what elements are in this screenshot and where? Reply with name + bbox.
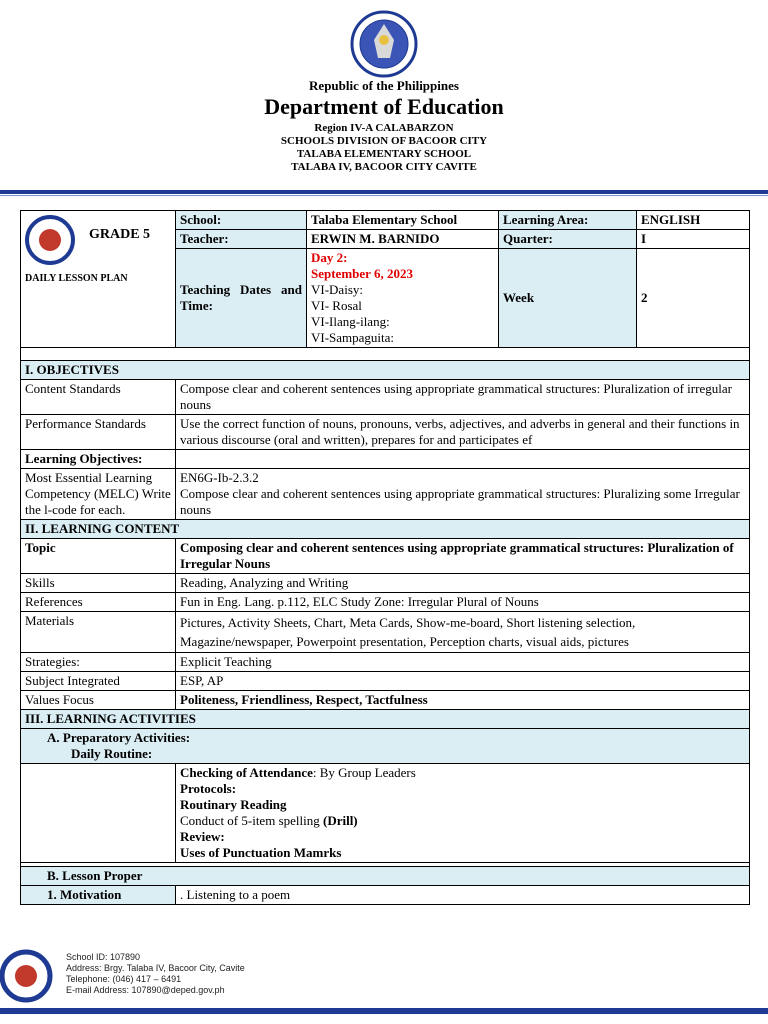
week-value: 2 — [637, 249, 750, 348]
school-line: TALABA ELEMENTARY SCHOOL — [296, 148, 472, 160]
header-rule-thin — [0, 195, 768, 196]
performance-standards-value: Use the correct function of nouns, pronouns, verbs, adjectives, and adverbs in general and their functions in various discourse (oral and written), prepares for and participates ef — [176, 415, 750, 450]
week-label: Week — [499, 249, 637, 348]
dates-value — [307, 249, 499, 348]
objectives-heading: I. OBJECTIVES — [21, 361, 750, 380]
day-label: Day 2: — [311, 250, 348, 265]
school-logo-icon — [0, 940, 58, 1010]
learning-activities-heading: III. LEARNING ACTIVITIES — [21, 710, 750, 729]
school-label: School: — [176, 211, 307, 230]
grade-label: GRADE 5 — [89, 227, 151, 242]
lesson-proper-label: B. Lesson Proper — [21, 867, 750, 886]
learning-content-heading: II. LEARNING CONTENT — [21, 520, 750, 539]
section-item: VI-Ilang-ilang: — [311, 314, 390, 329]
protocols-label: Protocols: — [180, 781, 237, 796]
region-line: Region IV-A CALABARZON — [314, 122, 454, 134]
punctuation-review: Uses of Punctuation Mamrks — [180, 845, 342, 860]
section-item: VI-Daisy: — [311, 282, 363, 297]
quarter-label: Quarter: — [499, 230, 637, 249]
learning-objectives-value — [176, 450, 750, 469]
values-focus-value: Politeness, Friendliness, Respect, Tactfulness — [176, 691, 750, 710]
date-label: September 6, 2023 — [311, 266, 413, 281]
footer-email: E-mail Address: 107890@deped.gov.ph — [66, 985, 225, 995]
subject-integrated-label: Subject Integrated — [21, 672, 176, 691]
dates-label: Teaching Dates and Time: — [176, 249, 307, 348]
routine-details — [176, 764, 750, 863]
skills-value: Reading, Analyzing and Writing — [176, 574, 750, 593]
materials-label: Materials — [21, 612, 176, 653]
motivation-label: 1. Motivation — [21, 886, 176, 905]
school-value: Talaba Elementary School — [307, 211, 499, 230]
daily-routine-label: Daily Routine: — [71, 746, 153, 761]
melc-code: EN6G-Ib-2.3.2 — [180, 470, 259, 485]
materials-value: Pictures, Activity Sheets, Chart, Meta Cards, Show-me-board, Short listening selection, Magazine/newspaper, Powerpoint presentation, Perception charts, visual aids, pictures — [176, 612, 750, 653]
values-focus-label: Values Focus — [21, 691, 176, 710]
footer — [0, 940, 768, 1024]
skills-label: Skills — [21, 574, 176, 593]
spelling-line: Conduct of 5-item spelling (Drill) — [180, 813, 358, 828]
preparatory-label: A. Preparatory Activities: — [47, 730, 191, 745]
division-line: SCHOOLS DIVISION OF BACOOR CITY — [280, 135, 488, 147]
routinary-reading: Routinary Reading — [180, 797, 287, 812]
strategies-label: Strategies: — [21, 653, 176, 672]
quarter-value: I — [637, 230, 750, 249]
content-standards-value: Compose clear and coherent sentences using appropriate grammatical structures: Pluralization of irregular nouns — [176, 380, 750, 415]
republic-line: Republic of the Philippines — [309, 78, 459, 93]
melc-text: Compose clear and coherent sentences using appropriate grammatical structures: Pluralizing some Irregular nouns — [180, 486, 740, 517]
section-item: VI- Rosal — [311, 298, 362, 313]
attendance-line: Checking of Attendance: By Group Leaders — [180, 765, 416, 780]
area-value: ENGLISH — [637, 211, 750, 230]
section-item: VI-Sampaguita: — [311, 330, 395, 345]
routine-blank-cell — [21, 764, 176, 863]
teacher-label: Teacher: — [176, 230, 307, 249]
footer-band — [0, 1008, 768, 1014]
deped-seal-icon — [350, 10, 418, 78]
school-logo-icon — [25, 215, 75, 265]
subject-integrated-value: ESP, AP — [176, 672, 750, 691]
footer-telephone: Telephone: (046) 417 – 6491 — [66, 974, 182, 984]
references-label: References — [21, 593, 176, 612]
address-line: TALABA IV, BACOOR CITY CAVITE — [291, 161, 477, 173]
teacher-value: ERWIN M. BARNIDO — [307, 230, 499, 249]
performance-standards-label: Performance Standards — [21, 415, 176, 450]
references-value: Fun in Eng. Lang. p.112, ELC Study Zone: Irregular Plural of Nouns — [176, 593, 750, 612]
strategies-value: Explicit Teaching — [176, 653, 750, 672]
department-title: Department of Education — [264, 94, 504, 119]
plan-title: DAILY LESSON PLAN — [25, 273, 128, 284]
footer-contact — [66, 952, 245, 996]
review-label: Review: — [180, 829, 225, 844]
footer-school-id: School ID: 107890 — [66, 952, 141, 962]
grade-cell — [21, 211, 176, 348]
topic-label: Topic — [21, 539, 176, 574]
topic-value: Composing clear and coherent sentences using appropriate grammatical structures: Pluralization of Irregular Nouns — [176, 539, 750, 574]
melc-label: Most Essential Learning Competency (MELC) Write the l-code for each. — [21, 469, 176, 520]
learning-objectives-label: Learning Objectives: — [21, 450, 176, 469]
melc-value — [176, 469, 750, 520]
motivation-value: . Listening to a poem — [176, 886, 750, 905]
preparatory-activities — [21, 729, 750, 764]
footer-address: Address: Brgy. Talaba IV, Bacoor City, Cavite — [66, 963, 245, 973]
spacer-row — [21, 348, 750, 361]
header-rule — [0, 190, 768, 194]
content-standards-label: Content Standards — [21, 380, 176, 415]
lesson-plan-table — [20, 210, 750, 905]
area-label: Learning Area: — [499, 211, 637, 230]
